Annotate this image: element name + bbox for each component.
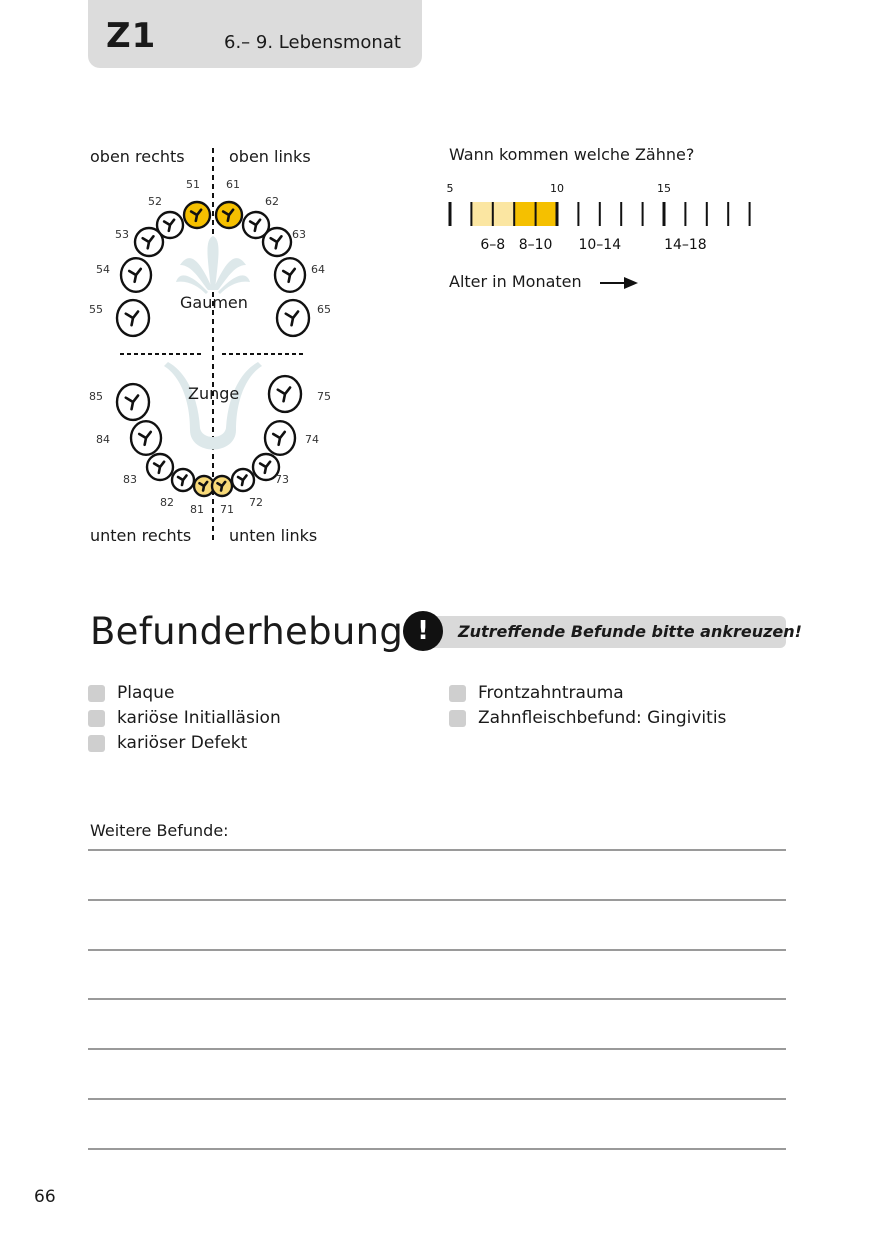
- tooth-number: 73: [275, 473, 289, 486]
- tick-19: [749, 202, 751, 226]
- checkbox[interactable]: [449, 685, 466, 702]
- section-subtitle: 6.– 9. Lebensmonat: [224, 32, 401, 53]
- finding-initial-lesion[interactable]: [88, 708, 281, 728]
- finding-plaque[interactable]: [88, 683, 174, 703]
- exclamation-icon: !: [403, 611, 443, 651]
- tooth-54: [121, 258, 151, 292]
- writing-line[interactable]: [88, 949, 786, 951]
- finding-front-trauma[interactable]: [449, 683, 624, 703]
- tick-10: [556, 202, 559, 226]
- quadrant-lower-left: unten links: [229, 526, 318, 545]
- checkbox[interactable]: [449, 710, 466, 727]
- tooth-number: 65: [317, 303, 331, 316]
- axis-caption: Alter in Monaten: [449, 272, 582, 291]
- tooth-number: 55: [89, 303, 103, 316]
- tooth-64: [275, 258, 305, 292]
- finding-label: Zahnfleischbefund: Gingivitis: [478, 708, 727, 728]
- finding-label: kariöser Defekt: [117, 733, 248, 753]
- tooth-number: 64: [311, 263, 325, 276]
- tooth-74: [265, 421, 295, 455]
- tooth-71: [212, 476, 232, 496]
- tooth-number: 63: [292, 228, 306, 241]
- tooth-number: 84: [96, 433, 110, 446]
- tooth-number: 54: [96, 263, 110, 276]
- tick-13: [620, 202, 622, 226]
- tick-5: [449, 202, 452, 226]
- eruption-chart: [440, 176, 760, 266]
- hint-text: Zutreffende Befunde bitte ankreuzen!: [458, 622, 802, 641]
- tooth-number: 52: [148, 195, 162, 208]
- range-label: 6–8: [480, 237, 506, 253]
- tick-15: [663, 202, 666, 226]
- finding-label: Plaque: [117, 683, 175, 703]
- further-findings-label: Weitere Befunde:: [90, 821, 229, 840]
- palate-label: Gaumen: [180, 293, 248, 312]
- tooth-63: [263, 228, 291, 256]
- finding-gingivitis[interactable]: [449, 708, 726, 728]
- tooth-72: [232, 469, 254, 491]
- tooth-number: 61: [226, 178, 240, 191]
- arrow-right-icon: [600, 275, 640, 291]
- tooth-61: [216, 202, 242, 228]
- tooth-number: 74: [305, 433, 319, 446]
- writing-line[interactable]: [88, 899, 786, 901]
- checkbox[interactable]: [88, 710, 105, 727]
- tick-18: [727, 202, 729, 226]
- writing-line[interactable]: [88, 1048, 786, 1050]
- tick-12: [599, 202, 601, 226]
- tooth-number: 72: [249, 496, 263, 509]
- tick-14: [642, 202, 644, 226]
- tooth-number: 85: [89, 390, 103, 403]
- tick-11: [577, 202, 579, 226]
- tooth-number: 62: [265, 195, 279, 208]
- tooth-52: [157, 212, 183, 238]
- tick-label: 15: [657, 182, 671, 195]
- chart-title: Wann kommen welche Zähne?: [449, 145, 695, 164]
- section-code: Z1: [106, 16, 157, 56]
- tick-label: 5: [446, 182, 454, 195]
- writing-line[interactable]: [88, 998, 786, 1000]
- quadrant-upper-left: oben links: [229, 147, 311, 166]
- tooth-number: 71: [220, 503, 234, 516]
- range-label: 10–14: [578, 237, 622, 253]
- finding-label: Frontzahntrauma: [478, 683, 624, 703]
- tooth-51: [184, 202, 210, 228]
- range-label: 14–18: [664, 237, 707, 253]
- tooth-55: [117, 300, 149, 336]
- tick-6: [470, 202, 472, 226]
- quadrant-lower-right: unten rechts: [90, 526, 192, 545]
- tooth-number: 82: [160, 496, 174, 509]
- tooth-number: 75: [317, 390, 331, 403]
- dental-diagram: [80, 140, 350, 560]
- checkbox[interactable]: [88, 735, 105, 752]
- tooth-82: [172, 469, 194, 491]
- writing-line[interactable]: [88, 849, 786, 851]
- tooth-number: 51: [186, 178, 200, 191]
- range-label: 8–10: [518, 237, 553, 253]
- tick-16: [684, 202, 686, 226]
- finding-carious-defect[interactable]: [88, 733, 247, 753]
- page-number: 66: [34, 1187, 56, 1207]
- tooth-83: [147, 454, 173, 480]
- tick-label: 10: [550, 182, 564, 195]
- tooth-65: [277, 300, 309, 336]
- writing-line[interactable]: [88, 1148, 786, 1150]
- tooth-number: 83: [123, 473, 137, 486]
- findings-title: Befunderhebung: [90, 610, 404, 653]
- tooth-75: [269, 376, 301, 412]
- quadrant-upper-right: oben rechts: [90, 147, 185, 166]
- finding-label: kariöse Initialläsion: [117, 708, 281, 728]
- palate-shape: [176, 236, 250, 294]
- tick-9: [535, 202, 537, 226]
- tooth-85: [117, 384, 149, 420]
- checkbox[interactable]: [88, 685, 105, 702]
- tongue-label: Zunge: [188, 384, 240, 403]
- tooth-number: 53: [115, 228, 129, 241]
- tick-17: [706, 202, 708, 226]
- writing-line[interactable]: [88, 1098, 786, 1100]
- tooth-number: 81: [190, 503, 204, 516]
- tick-7: [492, 202, 494, 226]
- tick-8: [513, 202, 515, 226]
- tooth-84: [131, 421, 161, 455]
